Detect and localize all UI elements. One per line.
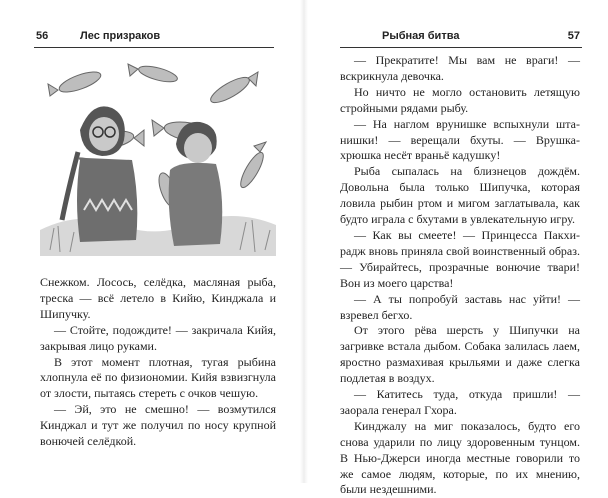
- right-header-rule: [340, 47, 582, 48]
- left-paragraph-2: — Стойте, подождите! — закричала Кийя, закрывая лицо руками.: [40, 322, 276, 353]
- right-running-title: Рыбная битва: [382, 30, 460, 42]
- right-paragraph-4: Рыба сыпалась на близнецов дождём. Довольна была только Шипучка, которая ловила рыбин ртом и мигом заглатывала, как будто играла с бхутами в увлекательную игру.: [340, 164, 580, 227]
- left-page: [0, 0, 304, 483]
- left-page-number: 56: [36, 30, 49, 42]
- right-paragraph-2: Но ничто не могло остановить летящую стройными рядами рыбу.: [340, 84, 580, 115]
- right-paragraph-6: — А ты попробуй заставь нас уйти! — взревел бегхо.: [340, 291, 580, 322]
- left-page-header: [36, 30, 274, 46]
- left-running-title: Лес призраков: [80, 30, 161, 42]
- right-paragraph-7: От этого рёва шерсть у Шипучки на загривке встала дыбом. Собака залилась лаем, яростно размахивая крыльями и даже слегка подлетая в воздух.: [340, 323, 580, 386]
- right-paragraph-3: — На наглом врунишке вспыхнули штанишки! — верещали бхуты. — Врушкахрюшка несёт враньё кадушку!: [340, 116, 580, 163]
- right-page-number: 57: [567, 30, 580, 42]
- right-paragraph-1: — Прекратите! Мы вам не враги! — вскрикнула девочка.: [340, 53, 580, 83]
- left-paragraph-3: В этот момент плотная, тугая рыбина хлопнула её по физиономии. Кийя взвизгнула от злости, пытаясь стереть с очков чешую.: [40, 354, 276, 401]
- left-paragraph-4: — Эй, это не смешно! — возмутился Кинджал и тут же получил по носу крупной вонючей селёдкой.: [40, 402, 276, 449]
- right-paragraph-8: — Катитесь туда, откуда пришли! — заорала генерал Гхора.: [340, 387, 580, 417]
- left-header-rule: [34, 47, 274, 48]
- right-body-text: [340, 53, 580, 498]
- right-page: [304, 0, 608, 497]
- right-page-header: [342, 30, 580, 46]
- left-body-text: [40, 275, 276, 450]
- left-paragraph-1: Снежком. Лосось, селёдка, масляная рыба, треска — всё летело в Кийю, Кинджала и Шипучку.: [40, 275, 276, 321]
- fish-battle-illustration: [40, 60, 276, 256]
- right-paragraph-5: — Как вы смеете! — Принцесса Пакхирадж вновь приняла свой воинственный образ. — Убирайтесь, прозрачные вонючие твари! Вон из моего царства!: [340, 227, 580, 290]
- right-paragraph-9: Кинджалу на миг показалось, будто его снова ударили по лицу здоровенным тунцом. В Нью-Джерси иногда местные говорили то же самое людям, которые, по их мнению, были нездешними.: [340, 418, 580, 497]
